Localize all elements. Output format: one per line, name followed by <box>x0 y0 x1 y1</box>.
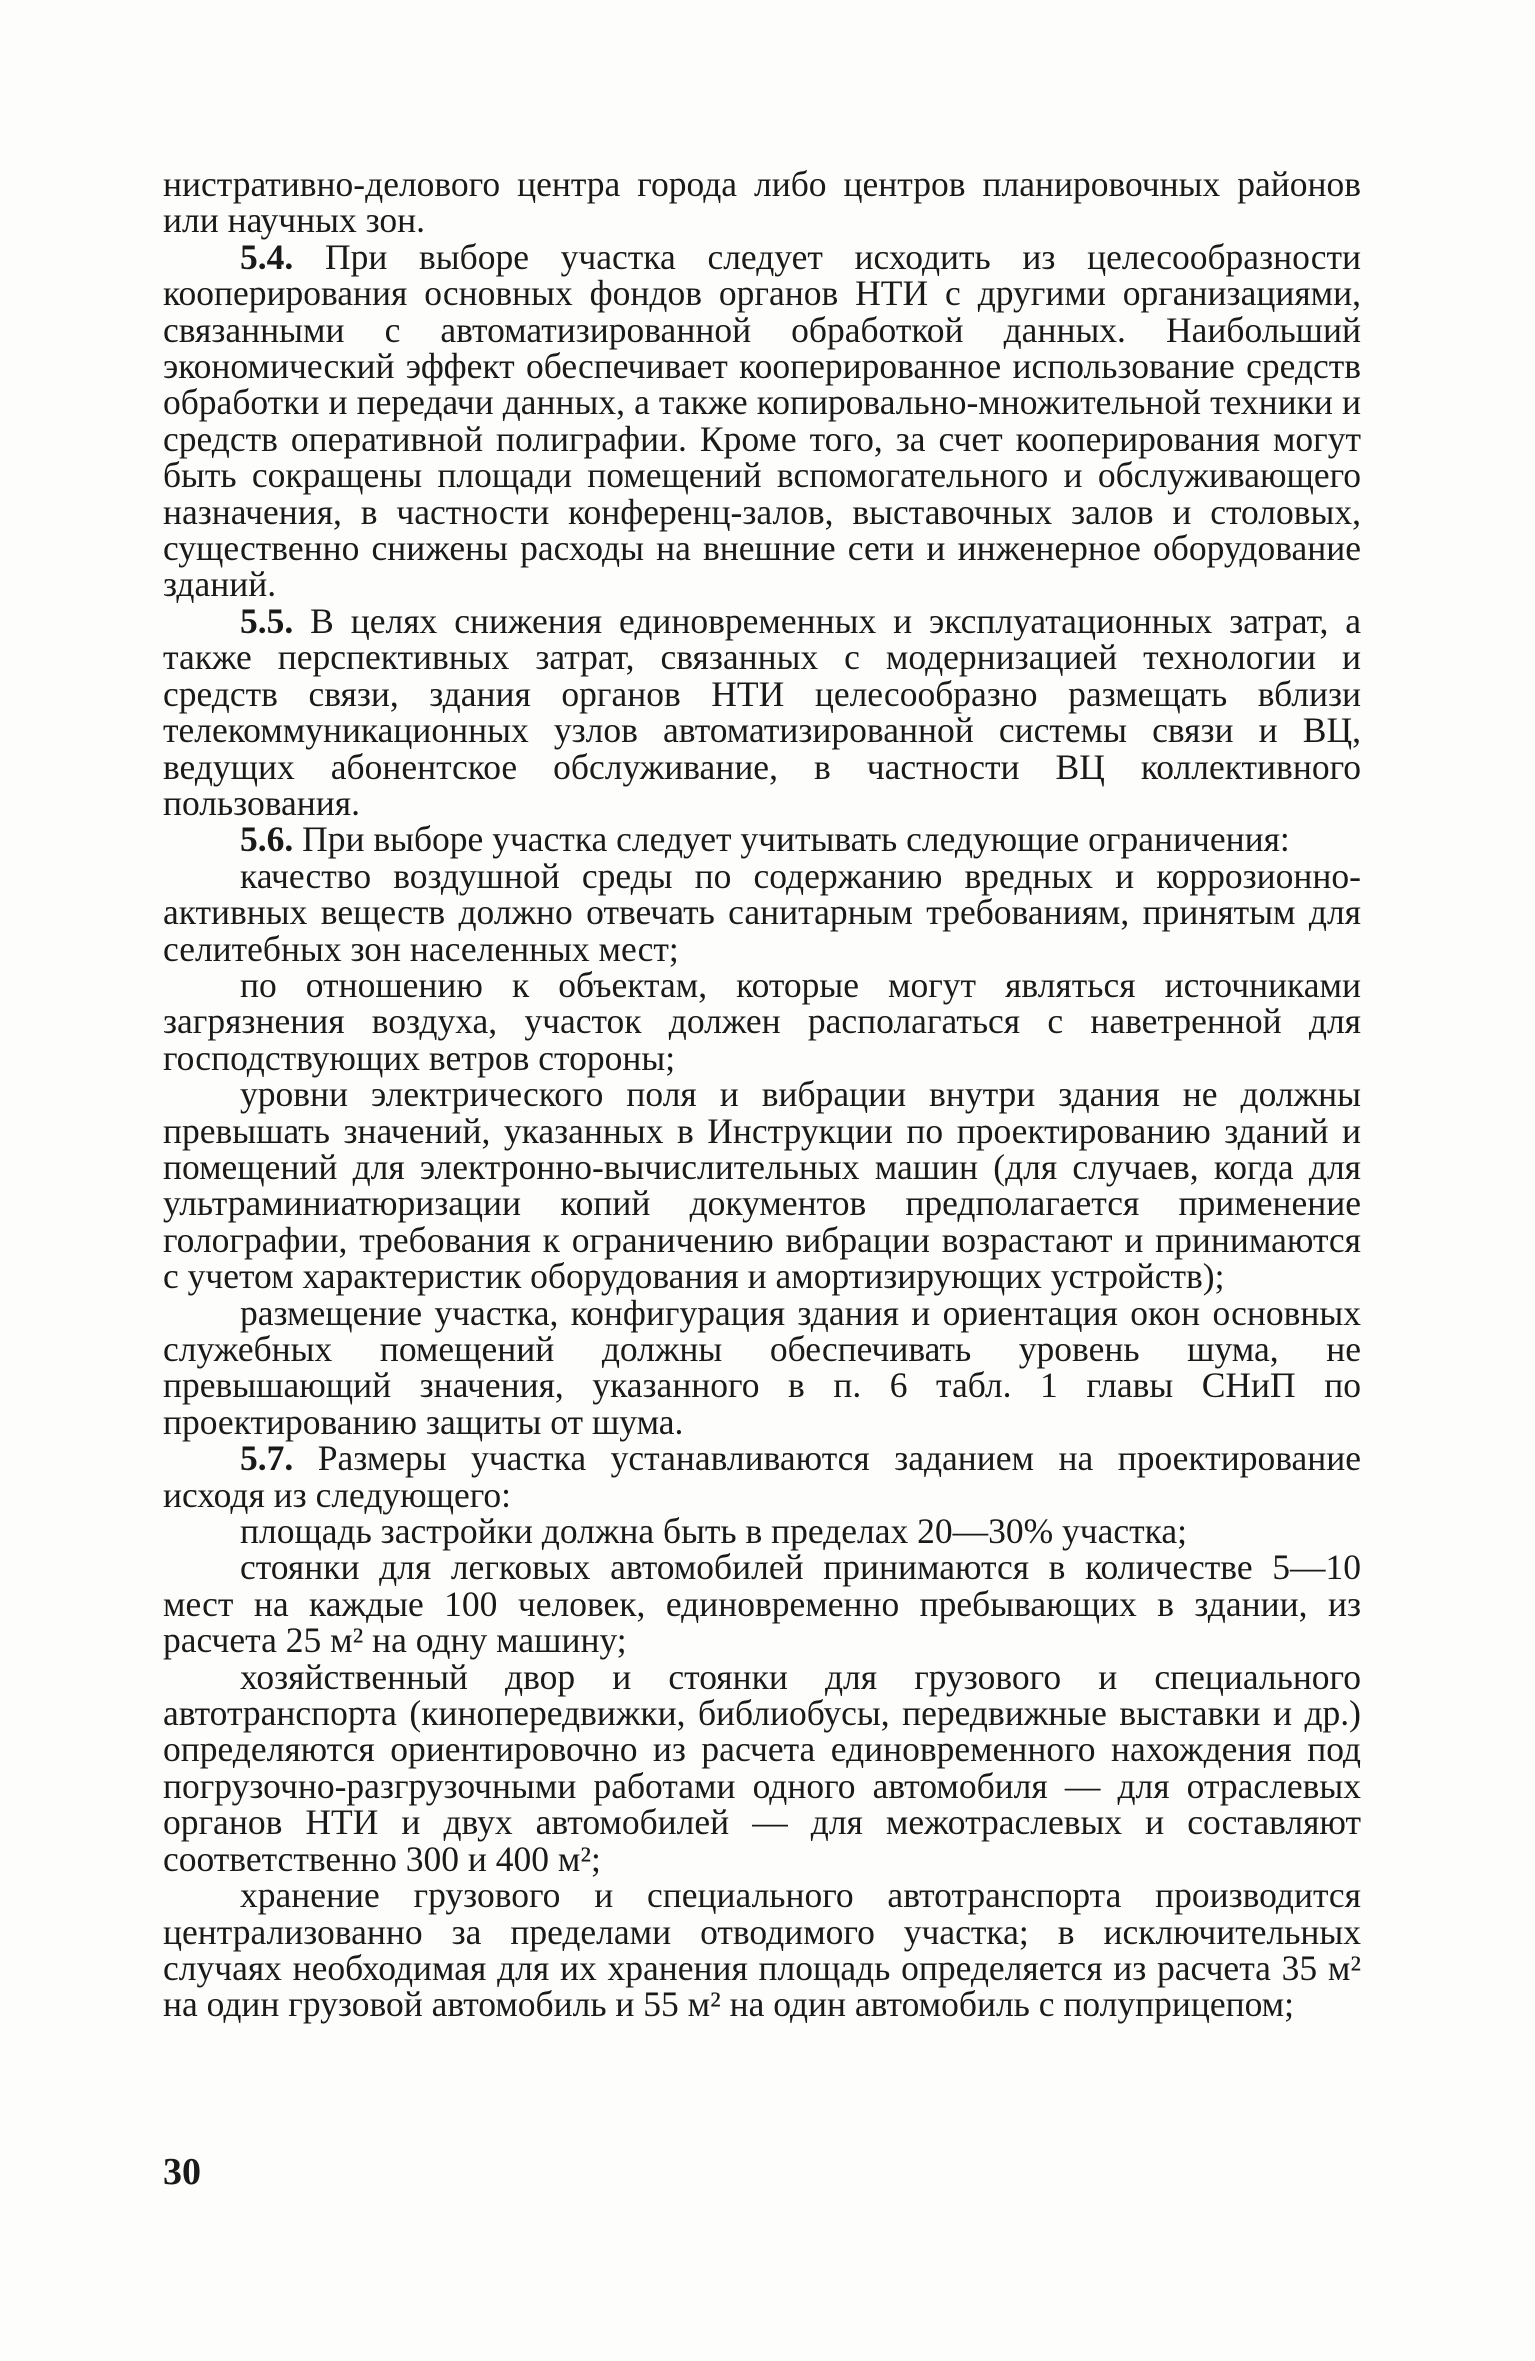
paragraph-text: стоянки для легковых автомобилей принимаются в количестве 5—10 мест на каждые 100 человек, единовременно пребывающих в здании, из расчета 25 м² на одну машину; <box>163 1547 1361 1661</box>
paragraph-text: качество воздушной среды по содержанию вредных и коррозионно-активных веществ должно отвечать санитарным требованиям, принятым для селитебных зон населенных мест; <box>163 855 1361 969</box>
paragraph-5-4 <box>163 236 1361 605</box>
list-item-building-area <box>163 1511 1361 1552</box>
list-item-noise-level <box>163 1292 1361 1442</box>
paragraph-number: 5.5. <box>240 600 294 641</box>
paragraph-number: 5.7. <box>240 1438 294 1479</box>
list-item-vehicle-storage <box>163 1877 1361 2023</box>
paragraph-text: хранение грузового и специального автотранспорта производится централизованно за пределами отводимого участка; в исключительных случаях необходимая для их хранения площадь определяется из расчета 35 м² на один грузовой автомобиль и 55 м² на один автомобиль с полуприцепом; <box>163 1875 1361 2025</box>
paragraph-5-6 <box>163 819 1361 860</box>
paragraph-continuation <box>163 166 1361 239</box>
paragraph-5-7 <box>163 1440 1361 1513</box>
paragraph-text: площадь застройки должна быть в пределах 20—30% участка; <box>240 1511 1187 1552</box>
paragraph-text: При выборе участка следует исходить из целесообразности кооперирования основных фондов органов НТИ с другими организациями, связанными с автоматизированной обработкой данных. Наибольший экономический эффект обеспечивает кооперированное использование средств обработки и передачи данных, а также копировально-множительной техники и средств оперативной полиграфии. Кроме того, за счет кооперирования могут быть сокращены площади помещений вспомогательного и обслуживающего назначения, в частности конференц-залов, выставочных залов и столовых, существенно снижены расходы на внешние сети и инженерное оборудование зданий. <box>163 236 1361 605</box>
paragraph-5-5 <box>163 600 1361 823</box>
list-item-service-yard <box>163 1656 1361 1879</box>
list-item-electric-field <box>163 1074 1361 1297</box>
paragraph-text: Размеры участка устанавливаются заданием на проектирование исходя из следующего: <box>163 1438 1361 1515</box>
paragraph-text: нистративно-делового центра города либо центров планировочных районов или научных зон. <box>163 164 1361 241</box>
body-text <box>163 166 1361 2023</box>
paragraph-text: При выборе участка следует учитывать следующие ограничения: <box>293 819 1290 860</box>
page-number: 30 <box>163 2151 201 2193</box>
paragraph-text: уровни электрического поля и вибрации внутри здания не должны превышать значений, указанных в Инструкции по проектированию зданий и помещений для электронно-вычислительных машин (для случаев, когда для ультраминиатюризации копий документов предполагается применение голографии, требования к ограничению вибрации возрастают и принимаются с учетом характеристик оборудования и амортизирующих устройств); <box>163 1074 1361 1297</box>
list-item-car-parking <box>163 1547 1361 1661</box>
paragraph-text: В целях снижения единовременных и эксплуатационных затрат, а также перспективных затрат, связанных с модернизацией технологии и средств связи, здания органов НТИ целесообразно размещать вблизи телекоммуникационных узлов автоматизированной системы связи и ВЦ, ведущих абонентское обслуживание, в частности ВЦ коллективного пользования. <box>163 600 1361 823</box>
paragraph-text: размещение участка, конфигурация здания и ориентация окон основных служебных помещений должны обеспечивать уровень шума, не превышающий значения, указанного в п. 6 табл. 1 главы СНиП по проектированию защиты от шума. <box>163 1292 1361 1442</box>
list-item-pollution-sources <box>163 964 1361 1078</box>
paragraph-text: хозяйственный двор и стоянки для грузового и специального автотранспорта (кинопередвижки, библиобусы, передвижные выставки и др.) определяются ориентировочно из расчета единовременного нахождения под погрузочно-разгрузочными работами одного автомобиля — для отраслевых органов НТИ и двух автомобилей — для межотраслевых и составляют соответственно 300 и 400 м²; <box>163 1656 1361 1879</box>
list-item-air-quality <box>163 855 1361 969</box>
paragraph-text: по отношению к объектам, которые могут являться источниками загрязнения воздуха, участок должен располагаться с наветренной для господствующих ветров стороны; <box>163 964 1361 1078</box>
paragraph-number: 5.4. <box>240 236 294 277</box>
paragraph-number: 5.6. <box>240 819 294 860</box>
